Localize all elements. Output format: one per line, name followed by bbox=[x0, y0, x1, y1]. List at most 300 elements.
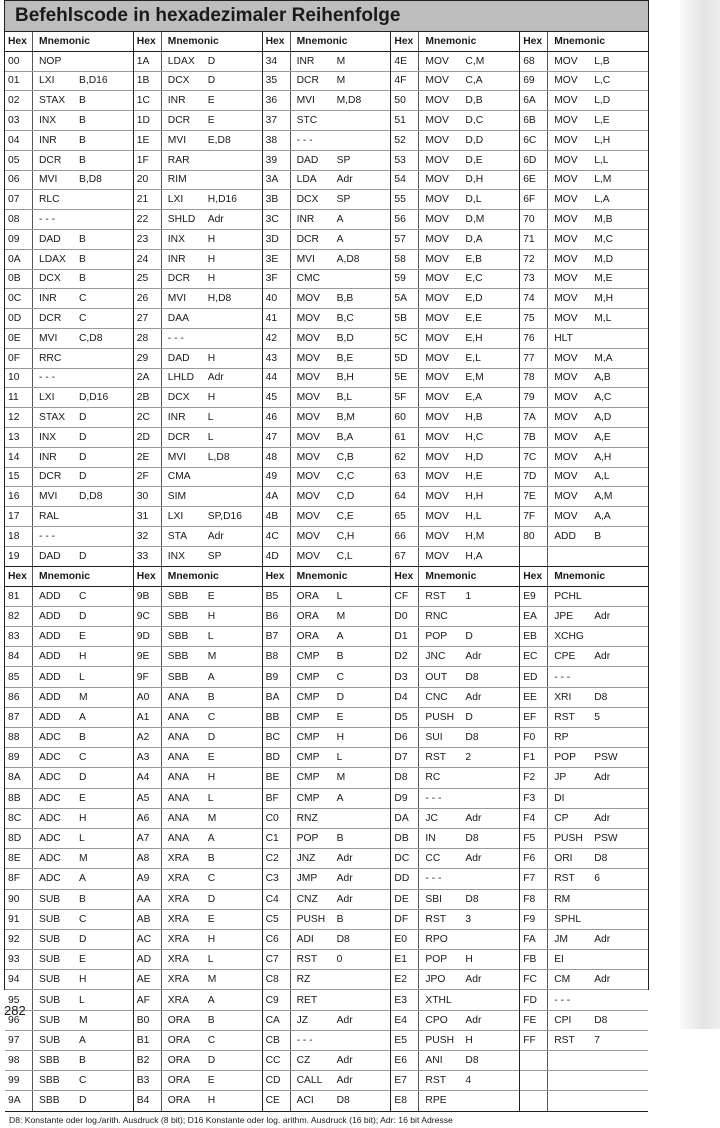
table-row bbox=[134, 627, 262, 647]
table-row bbox=[5, 131, 133, 151]
operand: H,D8 bbox=[207, 293, 232, 305]
table-row bbox=[391, 171, 519, 191]
operand: H,B bbox=[465, 412, 483, 424]
operand: B,M bbox=[336, 412, 355, 424]
table-row bbox=[391, 329, 519, 349]
mnemonic: JC bbox=[425, 812, 438, 824]
hex-code: AF bbox=[134, 990, 162, 1009]
operand: D bbox=[465, 631, 473, 643]
table-row bbox=[134, 950, 262, 970]
hex-code: DA bbox=[391, 809, 419, 828]
operand: Adr bbox=[594, 974, 611, 986]
hex-code: DB bbox=[391, 829, 419, 848]
hex-code: 45 bbox=[263, 388, 291, 407]
operand: E,L bbox=[465, 352, 481, 364]
mnemonic: CMP bbox=[296, 671, 320, 683]
table-row bbox=[263, 388, 391, 408]
hex-code: 67 bbox=[391, 547, 419, 566]
mnemonic: DCX bbox=[296, 194, 319, 206]
hex-code: 88 bbox=[5, 728, 33, 747]
mnemonic: RST bbox=[425, 590, 446, 602]
mnemonic: MOV bbox=[425, 471, 449, 483]
mnemonic-header: Mnemonic bbox=[296, 35, 348, 47]
operand: D bbox=[79, 471, 87, 483]
mnemonic: RPE bbox=[425, 1095, 447, 1107]
table-row bbox=[134, 587, 262, 607]
operand: C bbox=[79, 1075, 87, 1087]
table-row bbox=[134, 809, 262, 829]
hex-code: 57 bbox=[391, 230, 419, 249]
mnemonic: SBB bbox=[167, 671, 189, 683]
operand: L bbox=[207, 792, 214, 804]
table-row bbox=[263, 111, 391, 131]
hex-code: 3D bbox=[263, 230, 291, 249]
operand: D bbox=[79, 412, 87, 424]
mnemonic: ORA bbox=[296, 610, 319, 622]
hex-code: 1D bbox=[134, 111, 162, 130]
mnemonic: MOV bbox=[425, 293, 449, 305]
table-row bbox=[520, 748, 648, 768]
mnemonic: RNZ bbox=[296, 812, 318, 824]
table-row bbox=[263, 428, 391, 448]
operand: Adr bbox=[207, 372, 224, 384]
hex-code: 1F bbox=[134, 151, 162, 170]
table-row bbox=[391, 507, 519, 527]
mnemonic: INR bbox=[296, 214, 315, 226]
operand: D bbox=[207, 55, 216, 67]
operand: L,A bbox=[594, 194, 610, 206]
operand: B,D bbox=[336, 332, 354, 344]
mnemonic: PUSH bbox=[425, 1034, 454, 1046]
hex-code: 80 bbox=[520, 527, 548, 546]
table-row bbox=[134, 91, 262, 111]
operand: E,D8 bbox=[207, 134, 231, 146]
operand: L bbox=[79, 994, 85, 1006]
operand: M bbox=[207, 651, 217, 663]
table-row bbox=[391, 131, 519, 151]
mnemonic: CMP bbox=[296, 752, 320, 764]
operand: M bbox=[207, 812, 217, 824]
hex-code: AA bbox=[134, 890, 162, 909]
operand: B bbox=[79, 233, 86, 245]
table-row bbox=[134, 667, 262, 687]
hex-code: 00 bbox=[5, 52, 33, 71]
mnemonic: SUI bbox=[425, 732, 443, 744]
hex-code: D4 bbox=[391, 688, 419, 707]
hex-code: 28 bbox=[134, 329, 162, 348]
hex-code bbox=[520, 547, 548, 566]
hex-code: 13 bbox=[5, 428, 33, 447]
hex-code: 4E bbox=[391, 52, 419, 71]
mnemonic: MVI bbox=[296, 253, 315, 265]
hex-code: 66 bbox=[391, 527, 419, 546]
operand: D,L bbox=[465, 194, 482, 206]
operand: E,A bbox=[465, 392, 482, 404]
table-row bbox=[391, 270, 519, 290]
table-row bbox=[134, 111, 262, 131]
mnemonic: ADC bbox=[39, 732, 61, 744]
mnemonic-header: Mnemonic bbox=[554, 35, 606, 47]
mnemonic: XRA bbox=[167, 853, 189, 865]
column-header bbox=[5, 32, 133, 52]
mnemonic: XRA bbox=[167, 913, 189, 925]
hex-code: 7F bbox=[520, 507, 548, 526]
mnemonic: RM bbox=[554, 893, 571, 905]
table-row bbox=[134, 768, 262, 788]
table-row bbox=[520, 190, 648, 210]
hex-code: 78 bbox=[520, 369, 548, 388]
mnemonic: ADC bbox=[39, 792, 61, 804]
operand: SP bbox=[207, 550, 222, 562]
operand: M,E bbox=[594, 273, 613, 285]
operand: B bbox=[594, 530, 602, 542]
operand: L,D8 bbox=[207, 451, 230, 463]
table-row bbox=[134, 388, 262, 408]
mnemonic: ADD bbox=[39, 671, 61, 683]
operand: 6 bbox=[594, 873, 600, 885]
hex-code: 0D bbox=[5, 309, 33, 328]
operand: SP bbox=[336, 194, 351, 206]
mnemonic: MOV bbox=[296, 313, 321, 325]
opcode-column-group bbox=[263, 32, 392, 566]
table-row bbox=[391, 250, 519, 270]
operand: C bbox=[79, 293, 87, 305]
mnemonic: LDAX bbox=[39, 253, 66, 265]
mnemonic: MOV bbox=[296, 451, 321, 463]
table-row bbox=[391, 688, 519, 708]
mnemonic: XTHL bbox=[425, 994, 452, 1006]
table-row bbox=[134, 990, 262, 1010]
hex-code: 94 bbox=[5, 970, 33, 989]
hex-code: A4 bbox=[134, 768, 162, 787]
hex-code: 6C bbox=[520, 131, 548, 150]
hex-code: 12 bbox=[5, 408, 33, 427]
operand: B bbox=[336, 833, 344, 845]
mnemonic: ADC bbox=[39, 833, 61, 845]
hex-code: 24 bbox=[134, 250, 162, 269]
hex-code: 34 bbox=[263, 52, 291, 71]
operand: A,M bbox=[594, 491, 613, 503]
hex-code: 4C bbox=[263, 527, 291, 546]
mnemonic: RPO bbox=[425, 933, 448, 945]
mnemonic: SBI bbox=[425, 893, 442, 905]
operand: M bbox=[336, 75, 346, 87]
hex-code: 0B bbox=[5, 270, 33, 289]
hex-code: 2D bbox=[134, 428, 162, 447]
mnemonic: MOV bbox=[554, 273, 578, 285]
table-row bbox=[5, 728, 133, 748]
mnemonic: MOV bbox=[554, 174, 578, 186]
table-row bbox=[520, 728, 648, 748]
operand: H bbox=[207, 392, 216, 404]
hex-code: B8 bbox=[263, 647, 291, 666]
table-row bbox=[263, 151, 391, 171]
hex-code: 9B bbox=[134, 587, 162, 606]
operand: C,D bbox=[336, 491, 355, 503]
operand: D,C bbox=[465, 115, 484, 127]
mnemonic: MOV bbox=[554, 412, 578, 424]
hex-code: 72 bbox=[520, 250, 548, 269]
mnemonic: CPO bbox=[425, 1014, 448, 1026]
hex-code: 99 bbox=[5, 1071, 33, 1090]
table-row bbox=[520, 72, 648, 92]
mnemonic: LXI bbox=[167, 194, 184, 206]
hex-code: AC bbox=[134, 930, 162, 949]
hex-code: 9A bbox=[5, 1091, 33, 1110]
table-row bbox=[520, 151, 648, 171]
hex-code: F3 bbox=[520, 789, 548, 808]
table-row bbox=[5, 627, 133, 647]
table-row bbox=[134, 52, 262, 72]
table-row bbox=[263, 52, 391, 72]
operand: L bbox=[79, 833, 85, 845]
hex-code: C0 bbox=[263, 809, 291, 828]
table-row bbox=[391, 627, 519, 647]
hex-code: 4A bbox=[263, 487, 291, 506]
hex-code: 75 bbox=[520, 309, 548, 328]
hex-code: 14 bbox=[5, 448, 33, 467]
operand: M,H bbox=[594, 293, 614, 305]
mnemonic: ANA bbox=[167, 711, 189, 723]
operand: L,H bbox=[594, 134, 611, 146]
operand: B,D16 bbox=[79, 75, 108, 87]
mnemonic: POP bbox=[425, 631, 448, 643]
table-row bbox=[391, 52, 519, 72]
table-row bbox=[263, 1031, 391, 1051]
mnemonic: MOV bbox=[296, 293, 321, 305]
hex-code: 64 bbox=[391, 487, 419, 506]
mnemonic: ORA bbox=[296, 590, 319, 602]
table-row bbox=[134, 728, 262, 748]
hex-code: BF bbox=[263, 789, 291, 808]
mnemonic: ORA bbox=[167, 1095, 191, 1107]
operand: C bbox=[207, 873, 216, 885]
hex-code: 1A bbox=[134, 52, 162, 71]
hex-header: Hex bbox=[520, 32, 548, 51]
mnemonic: XRA bbox=[167, 974, 189, 986]
table-row bbox=[263, 270, 391, 290]
operand: D bbox=[207, 893, 216, 905]
hex-code: E4 bbox=[391, 1011, 419, 1030]
mnemonic: STA bbox=[167, 530, 188, 542]
mnemonic: MOV bbox=[425, 115, 449, 127]
mnemonic: SBB bbox=[39, 1075, 60, 1087]
mnemonic: CZ bbox=[296, 1055, 311, 1067]
table-row bbox=[5, 667, 133, 687]
hex-code: 4F bbox=[391, 72, 419, 91]
mnemonic: RAL bbox=[39, 511, 60, 523]
mnemonic: INR bbox=[167, 412, 186, 424]
hex-code: F4 bbox=[520, 809, 548, 828]
table-row bbox=[134, 708, 262, 728]
operand: H bbox=[207, 610, 216, 622]
hex-code: 92 bbox=[5, 930, 33, 949]
operand: E bbox=[207, 95, 215, 107]
operand: Adr bbox=[594, 651, 611, 663]
hex-code: B6 bbox=[263, 607, 291, 626]
table-row bbox=[391, 910, 519, 930]
hex-header: Hex bbox=[5, 32, 33, 51]
operand: L bbox=[207, 954, 214, 966]
hex-header: Hex bbox=[263, 32, 291, 51]
table-row bbox=[263, 1071, 391, 1091]
table-row bbox=[5, 428, 133, 448]
hex-code: EA bbox=[520, 607, 548, 626]
hex-code: 21 bbox=[134, 190, 162, 209]
mnemonic: MVI bbox=[167, 134, 187, 146]
mnemonic: MOV bbox=[296, 392, 321, 404]
table-row bbox=[5, 91, 133, 111]
hex-code: 9F bbox=[134, 667, 162, 686]
mnemonic: DAA bbox=[167, 313, 189, 325]
mnemonic: MOV bbox=[296, 372, 321, 384]
hex-code: 10 bbox=[5, 369, 33, 388]
hex-header: Hex bbox=[263, 567, 291, 586]
mnemonic-header: Mnemonic bbox=[425, 570, 477, 582]
operand: L,D bbox=[594, 95, 611, 107]
hex-code: CB bbox=[263, 1031, 291, 1050]
mnemonic: IN bbox=[425, 833, 436, 845]
mnemonic: MOV bbox=[425, 55, 449, 67]
operand: C,H bbox=[336, 530, 355, 542]
table-row bbox=[5, 748, 133, 768]
mnemonic: PUSH bbox=[425, 711, 454, 723]
table-row bbox=[391, 869, 519, 889]
operand: A,A bbox=[594, 511, 611, 523]
table-row bbox=[520, 428, 648, 448]
operand: E bbox=[207, 590, 215, 602]
operand: D,A bbox=[465, 233, 483, 245]
operand: Adr bbox=[594, 772, 611, 784]
hex-code: 43 bbox=[263, 349, 291, 368]
column-header bbox=[263, 32, 391, 52]
operand: D bbox=[79, 1095, 87, 1107]
hex-code: BC bbox=[263, 728, 291, 747]
mnemonic: INX bbox=[39, 431, 57, 443]
mnemonic: MOV bbox=[425, 392, 449, 404]
operand: M,L bbox=[594, 313, 612, 325]
hex-code: 39 bbox=[263, 151, 291, 170]
operand: L bbox=[336, 590, 343, 602]
hex-code: D2 bbox=[391, 647, 419, 666]
table-row bbox=[5, 468, 133, 488]
mnemonic: DAD bbox=[167, 352, 190, 364]
hex-code: 69 bbox=[520, 72, 548, 91]
operand: B bbox=[79, 893, 86, 905]
operand: M bbox=[336, 610, 346, 622]
column-header bbox=[5, 567, 133, 587]
operand: E,B bbox=[465, 253, 482, 265]
table-row bbox=[520, 829, 648, 849]
mnemonic: MOV bbox=[554, 313, 578, 325]
table-row bbox=[134, 210, 262, 230]
operand: M,C bbox=[594, 233, 614, 245]
hex-code: 23 bbox=[134, 230, 162, 249]
table-row bbox=[263, 789, 391, 809]
operand: C bbox=[79, 313, 87, 325]
operand: B bbox=[79, 154, 86, 166]
operand: Adr bbox=[594, 812, 611, 824]
table-row bbox=[5, 230, 133, 250]
hex-code: 6E bbox=[520, 171, 548, 190]
operand: B,B bbox=[336, 293, 354, 305]
mnemonic-header: Mnemonic bbox=[425, 35, 477, 47]
hex-code: FA bbox=[520, 930, 548, 949]
hex-code: 87 bbox=[5, 708, 33, 727]
mnemonic: MOV bbox=[296, 491, 321, 503]
hex-code bbox=[520, 1051, 548, 1070]
table-row bbox=[263, 547, 391, 566]
mnemonic: RST bbox=[425, 752, 446, 764]
operand: Adr bbox=[465, 691, 482, 703]
table-row bbox=[520, 388, 648, 408]
hex-code: E8 bbox=[391, 1091, 419, 1110]
operand: PSW bbox=[594, 752, 618, 764]
mnemonic: MOV bbox=[425, 174, 449, 186]
mnemonic: STC bbox=[296, 115, 318, 127]
operand: D,H bbox=[465, 174, 484, 186]
mnemonic: MVI bbox=[39, 491, 58, 503]
operand: D8 bbox=[594, 853, 608, 865]
operand: B bbox=[79, 732, 86, 744]
table-row bbox=[5, 950, 133, 970]
operand: E bbox=[207, 1075, 215, 1087]
table-row bbox=[5, 970, 133, 990]
operand: A bbox=[336, 233, 344, 245]
operand: Adr bbox=[594, 933, 611, 945]
mnemonic: ORA bbox=[167, 1014, 191, 1026]
hex-code: 86 bbox=[5, 688, 33, 707]
hex-code: DC bbox=[391, 849, 419, 868]
hex-code: EF bbox=[520, 708, 548, 727]
mnemonic: CMC bbox=[296, 273, 321, 285]
operand: H bbox=[207, 273, 216, 285]
mnemonic: RST bbox=[425, 913, 446, 925]
operand: D,M bbox=[465, 214, 485, 226]
hex-code: 93 bbox=[5, 950, 33, 969]
mnemonic: XRA bbox=[167, 893, 189, 905]
mnemonic: RP bbox=[554, 732, 569, 744]
hex-code: 32 bbox=[134, 527, 162, 546]
table-row bbox=[5, 1031, 133, 1051]
hex-code: 4D bbox=[263, 547, 291, 566]
table-row bbox=[520, 990, 648, 1010]
table-row bbox=[391, 728, 519, 748]
table-row bbox=[520, 809, 648, 829]
mnemonic: ANA bbox=[167, 833, 189, 845]
operand: Adr bbox=[336, 1075, 353, 1087]
mnemonic: RIM bbox=[167, 174, 187, 186]
mnemonic: MOV bbox=[554, 55, 578, 67]
hex-code: AE bbox=[134, 970, 162, 989]
hex-code: D3 bbox=[391, 667, 419, 686]
operand: B,L bbox=[336, 392, 353, 404]
mnemonic: MOV bbox=[296, 352, 321, 364]
mnemonic: MVI bbox=[167, 293, 187, 305]
table-row bbox=[391, 309, 519, 329]
table-row bbox=[134, 849, 262, 869]
table-row bbox=[5, 647, 133, 667]
table-row bbox=[520, 688, 648, 708]
hex-code: 5C bbox=[391, 329, 419, 348]
hex-code: E5 bbox=[391, 1031, 419, 1050]
hex-code: C9 bbox=[263, 990, 291, 1009]
mnemonic: MOV bbox=[554, 392, 578, 404]
operand: Adr bbox=[465, 812, 482, 824]
hex-code: D6 bbox=[391, 728, 419, 747]
table-row bbox=[391, 408, 519, 428]
mnemonic: SBB bbox=[39, 1095, 60, 1107]
